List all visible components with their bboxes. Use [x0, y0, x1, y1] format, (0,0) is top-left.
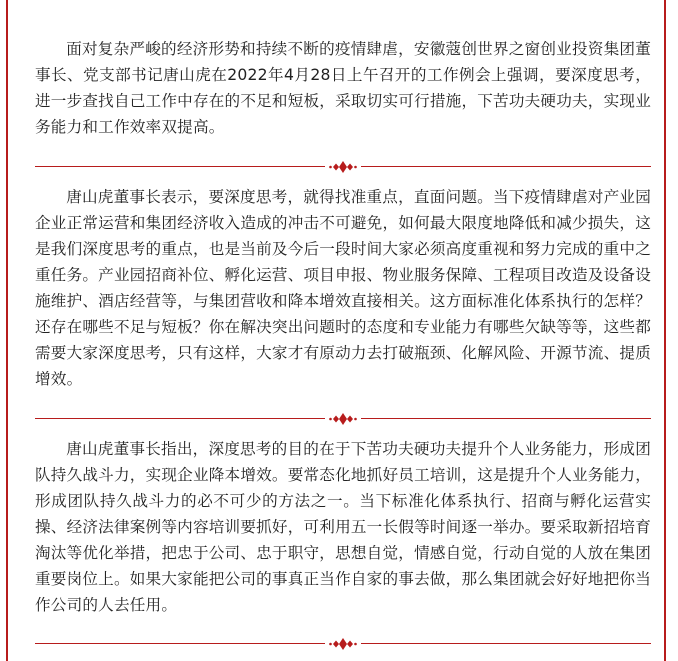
ornament-diamond-icon	[329, 160, 357, 174]
section-divider	[35, 637, 651, 651]
article-frame	[6, 0, 666, 661]
ornament-diamond-icon	[329, 412, 357, 426]
divider-line-left	[35, 166, 325, 167]
divider-line-right	[361, 166, 651, 167]
article-paragraph-2: 唐山虎董事长表示，要深度思考，就得找准重点，直面问题。当下疫情肆虐对产业园企业正常运营和集团经济收入造成的冲击不可避免，如何最大限度地降低和减少损失，这是我们深度思考的重点，也是当前及今后一段时间大家必须高度重视和努力完成的重中之重任务。产业园招商补位、孵化运营、项目申报、物业服务保障、工程项目改造及设备设施维护、酒店经营等，与集团营收和降本增效直接相关。这方面标准化体系执行的怎样？还存在哪些不足与短板？你在解决突出问题时的态度和专业能力有哪些欠缺等等，这些都需要大家深度思考，只有这样，大家才有原动力去打破瓶颈、化解风险、开源节流、提质增效。	[35, 188, 651, 388]
article-paragraph-3: 唐山虎董事长指出，深度思考的目的在于下苦功夫硬功夫提升个人业务能力，形成团队持久战斗力，实现企业降本增效。要常态化地抓好员工培训，这是提升个人业务能力，形成团队持久战斗力的必不可少的方法之一。当下标准化体系执行、招商与孵化运营实操、经济法律案例等内容培训要抓好，可利用五一长假等时间逐一举办。要采取新招培育淘汰等优化举措，把忠于公司、忠于职守，思想自觉，情感自觉，行动自觉的人放在集团重要岗位上。如果大家能把公司的事真正当作自家的事去做，那么集团就会好好地把你当作公司的人去任用。	[35, 440, 651, 614]
divider-line-right	[361, 418, 651, 419]
divider-line-left	[35, 643, 325, 644]
ornament-diamond-icon	[329, 637, 357, 651]
section-divider	[35, 412, 651, 426]
divider-line-left	[35, 418, 325, 419]
section-divider	[35, 160, 651, 174]
divider-line-right	[361, 643, 651, 644]
article-paragraph-1: 面对复杂严峻的经济形势和持续不断的疫情肆虐，安徽蔻创世界之窗创业投资集团董事长、党支部书记唐山虎在2022年4月28日上午召开的工作例会上强调，要深度思考，进一步查找自己工作中存在的不足和短板，采取切实可行措施，下苦功夫硬功夫，实现业务能力和工作效率双提高。	[35, 40, 651, 136]
